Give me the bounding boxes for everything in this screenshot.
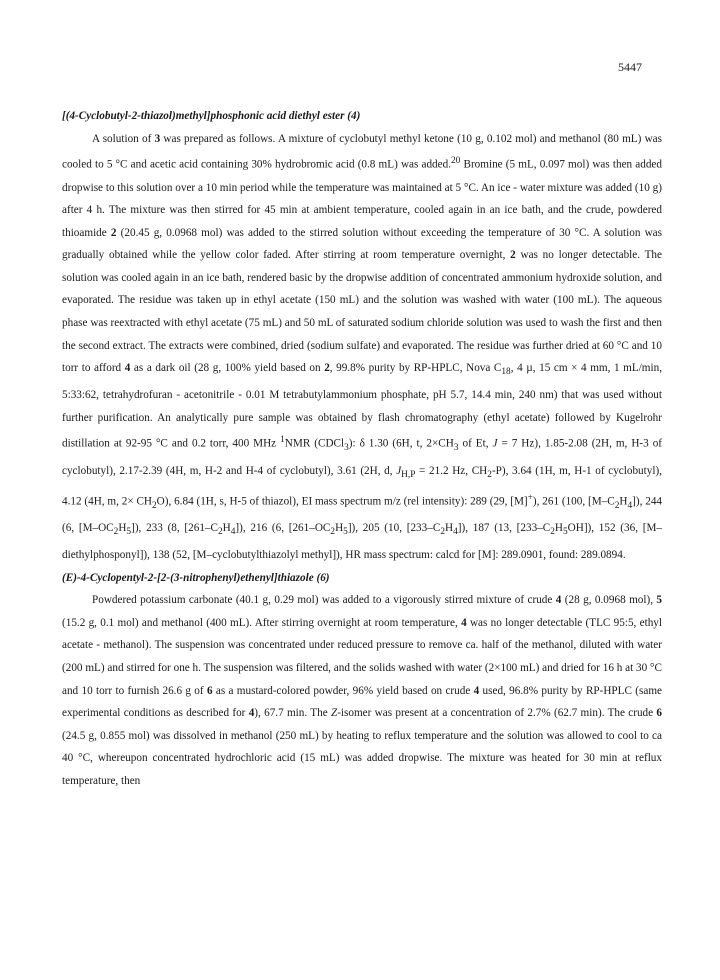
section-paragraph: A solution of 3 was prepared as follows. A mixture of cyclobutyl methyl ketone (10 g, 0.102 mol) and methanol (80 mL) was cooled to 5 °C and acetic acid containing 30% hydrobromic acid (0.8 mL) was added.$^{20}$ Bromine (5 mL, 0.097 mol) was then added dropwise to this solution over a 10 min period while the temperature was maintained at 5 °C. An ice - water mixture was added (10 g) after 4 h. The mixture was then stirred for 45 min at ambient temperature, cooled again in an ice bath, and the crude, powdered thioamide 2 (20.45 g, 0.0968 mol) was added to the stirred solution without exceeding the temperature of 30 °C. A solution was gradually obtained while the yellow color faded. After stirring at room temperature overnight, 2 was no longer detectable. The solution was cooled again in an ice bath, rendered basic by the dropwise addition of concentrated ammonium hydroxide solution, and evaporated. The residue was taken up in ethyl acetate (150 mL) and the solution was washed with water (100 mL). The aqueous phase was reextracted with ethyl acetate (75 mL) and 50 mL of saturated sodium chloride solution was used to wash the first and then the second extract. The extracts were combined, dried (sodium sulfate) and evaporated. The residue was further dried at 60 °C and 10 torr to afford 4 as a dark oil (28 g, 100% yield based on 2, 99.8% purity by RP-HPLC, Nova $C_{18}$, 4 µ, 15 cm × 4 mm, 1 mL/min, 5:33:62, tetrahydrofuran - acetonitrile - 0.01 M tetrabutylammonium phosphate, pH 5.7, 14.4 min, 240 nm) that was used without further purification. An analytically pure sample was obtained by flash chromatography (ethyl acetate) followed by Kugelrohr distillation at 92-95 °C and 0.2 torr, 400 MHz $^1$NMR (CDCl$_3$): δ 1.30 (6H, t, $2\times CH_3$ of Et, J = 7 Hz), 1.85-2.08 (2H, m, H-3 of cyclobutyl), 2.17-2.39 (4H, m, H-2 and H-4 of cyclobutyl), 3.61 (2H, d, $J_{H,P} = 21.2$ Hz, $CH_2-P$), 3.64 (1H, m, H-1 of cyclobutyl), 4.12 (4H, m, $2\times CH_2O$), 6.84 (1H, s, H-5 of thiazol), EI mass spectrum m/z (rel intensity): 289 (29, [M]+), 261 (100, $[M-C_2H_4]$), 244 (6, $[M-OC_2H_5]$), 233 (8, $[261-C_2H_4]$), 216 (6, $[261-OC_2H_5]$), 205 (10, $[233-C_2H_4]$), 187 (13, $[233-C_2H_5OH]$), 152 (36, [M–diethylphosponyl]), 138 (52, [M–cyclobutylthiazolyl methyl]), HR mass spectrum: calcd for [M]: 289.0901, found: 289.0894. (62, 132, 663, 562)
page-number: 5447 (618, 60, 642, 74)
section-heading: (E)-4-Cyclopentyl-2-[2-(3-nitrophenyl)ethenyl]thiazole (6) (62, 571, 330, 584)
section-paragraph: Powdered potassium carbonate (40.1 g, 0.29 mol) was added to a vigorously stirred mixture of crude 4 (28 g, 0.0968 mol), 5 (15.2 g, 0.1 mol) and methanol (400 mL). After stirring overnight at room temperature, 4 was no longer detectable (TLC 95:5, ethyl acetate - methanol). The suspension was concentrated under reduced pressure to remove ca. half of the methanol, diluted with water (200 mL) and stirred for one h. The suspension was filtered, and the solids washed with water (2×100 mL) and dried for 16 h at 30 °C and 10 torr to furnish 26.6 g of 6 as a mustard-colored powder, 96% yield based on crude 4 used, 96.8% purity by RP-HPLC (same experimental conditions as described for 4), 67.7 min. The Z-isomer was present at a concentration of 2.7% (62.7 min). The crude 6 (24.5 g, 0.855 mol) was dissolved in methanol (250 mL) by heating to reflux temperature and the solution was allowed to cool to ca 40 °C, whereupon concentrated hydrochloric acid (15 mL) was added dropwise. The mixture was heated for 30 min at reflux temperature, then (62, 594, 663, 787)
section-heading: [(4-Cyclobutyl-2-thiazol)methyl]phosphonic acid diethyl ester (4) (62, 110, 361, 122)
section-compound-6 (62, 567, 662, 793)
article-body (62, 105, 662, 793)
section-compound-4 (62, 105, 662, 567)
